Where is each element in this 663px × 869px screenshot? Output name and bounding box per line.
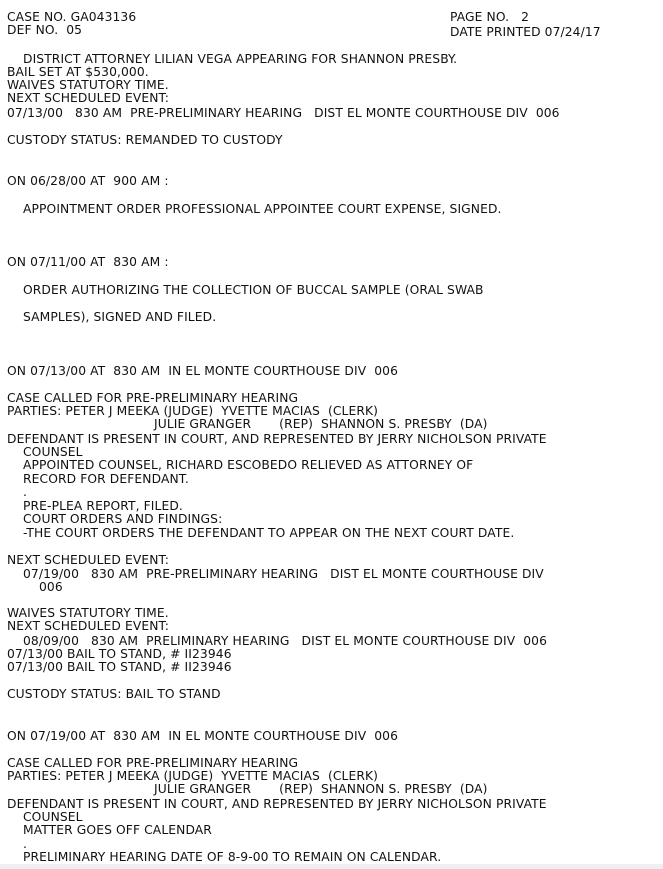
docket-entry-date: ON 07/19/00 AT 830 AM IN EL MONTE COURTHOUSE DIV 006: [7, 729, 399, 743]
docket-line: MATTER GOES OFF CALENDAR: [23, 823, 212, 837]
docket-line: 07/13/00 BAIL TO STAND, # II23946: [7, 647, 232, 661]
docket-line: COUNSEL: [23, 445, 83, 459]
case-number: CASE NO. GA043136: [7, 10, 137, 24]
docket-line: .: [23, 837, 28, 851]
docket-line: 08/09/00 830 AM PRELIMINARY HEARING DIST EL MONTE COURTHOUSE DIV 006: [23, 634, 548, 648]
docket-line: COUNSEL: [23, 810, 83, 824]
date-printed: DATE PRINTED 07/24/17: [450, 25, 601, 39]
docket-line: BAIL SET AT $530,000.: [7, 65, 149, 79]
docket-line: DEFENDANT IS PRESENT IN COURT, AND REPRESENTED BY JERRY NICHOLSON PRIVATE: [7, 432, 547, 446]
docket-line: PRELIMINARY HEARING DATE OF 8-9-00 TO REMAIN ON CALENDAR.: [23, 850, 442, 864]
docket-line: 006: [39, 580, 63, 594]
docket-line: CUSTODY STATUS: REMANDED TO CUSTODY: [7, 133, 283, 147]
docket-line: 07/13/00 BAIL TO STAND, # II23946: [7, 660, 232, 674]
docket-line: CASE CALLED FOR PRE-PRELIMINARY HEARING: [7, 391, 299, 405]
docket-line: DISTRICT ATTORNEY LILIAN VEGA APPEARING FOR SHANNON PRESBY.: [23, 52, 458, 66]
docket-line: APPOINTED COUNSEL, RICHARD ESCOBEDO RELIEVED AS ATTORNEY OF: [23, 458, 474, 472]
docket-line: NEXT SCHEDULED EVENT:: [7, 91, 170, 105]
defendant-number: DEF NO. 05: [7, 23, 83, 37]
docket-line: 07/13/00 830 AM PRE-PRELIMINARY HEARING DIST EL MONTE COURTHOUSE DIV 006: [7, 106, 560, 120]
docket-line: PARTIES: PETER J MEEKA (JUDGE) YVETTE MACIAS (CLERK): [7, 769, 379, 783]
page-bottom-edge: [0, 864, 663, 869]
docket-line: CASE CALLED FOR PRE-PRELIMINARY HEARING: [7, 756, 299, 770]
docket-line: WAIVES STATUTORY TIME.: [7, 78, 169, 92]
docket-line: RECORD FOR DEFENDANT.: [23, 472, 189, 486]
docket-line: NEXT SCHEDULED EVENT:: [7, 553, 170, 567]
page-number: PAGE NO. 2: [450, 10, 530, 24]
docket-line: WAIVES STATUTORY TIME.: [7, 606, 169, 620]
docket-entry-date: ON 07/13/00 AT 830 AM IN EL MONTE COURTHOUSE DIV 006: [7, 364, 399, 378]
docket-line: COURT ORDERS AND FINDINGS:: [23, 512, 223, 526]
docket-line: -THE COURT ORDERS THE DEFENDANT TO APPEAR ON THE NEXT COURT DATE.: [23, 526, 515, 540]
docket-line: PRE-PLEA REPORT, FILED.: [23, 499, 183, 513]
docket-line: JULIE GRANGER (REP) SHANNON S. PRESBY (DA): [154, 782, 488, 796]
docket-line: NEXT SCHEDULED EVENT:: [7, 619, 170, 633]
docket-entry-date: ON 06/28/00 AT 900 AM :: [7, 174, 169, 188]
docket-line: .: [23, 485, 28, 499]
docket-line: ORDER AUTHORIZING THE COLLECTION OF BUCCAL SAMPLE (ORAL SWAB: [23, 283, 484, 297]
docket-line: 07/19/00 830 AM PRE-PRELIMINARY HEARING DIST EL MONTE COURTHOUSE DIV: [23, 567, 544, 581]
docket-line: JULIE GRANGER (REP) SHANNON S. PRESBY (DA): [154, 417, 488, 431]
docket-entry-date: ON 07/11/00 AT 830 AM :: [7, 255, 169, 269]
docket-line: DEFENDANT IS PRESENT IN COURT, AND REPRESENTED BY JERRY NICHOLSON PRIVATE: [7, 797, 547, 811]
docket-line: SAMPLES), SIGNED AND FILED.: [23, 310, 217, 324]
docket-line: CUSTODY STATUS: BAIL TO STAND: [7, 687, 221, 701]
docket-line: PARTIES: PETER J MEEKA (JUDGE) YVETTE MACIAS (CLERK): [7, 404, 379, 418]
docket-line: APPOINTMENT ORDER PROFESSIONAL APPOINTEE COURT EXPENSE, SIGNED.: [23, 202, 502, 216]
